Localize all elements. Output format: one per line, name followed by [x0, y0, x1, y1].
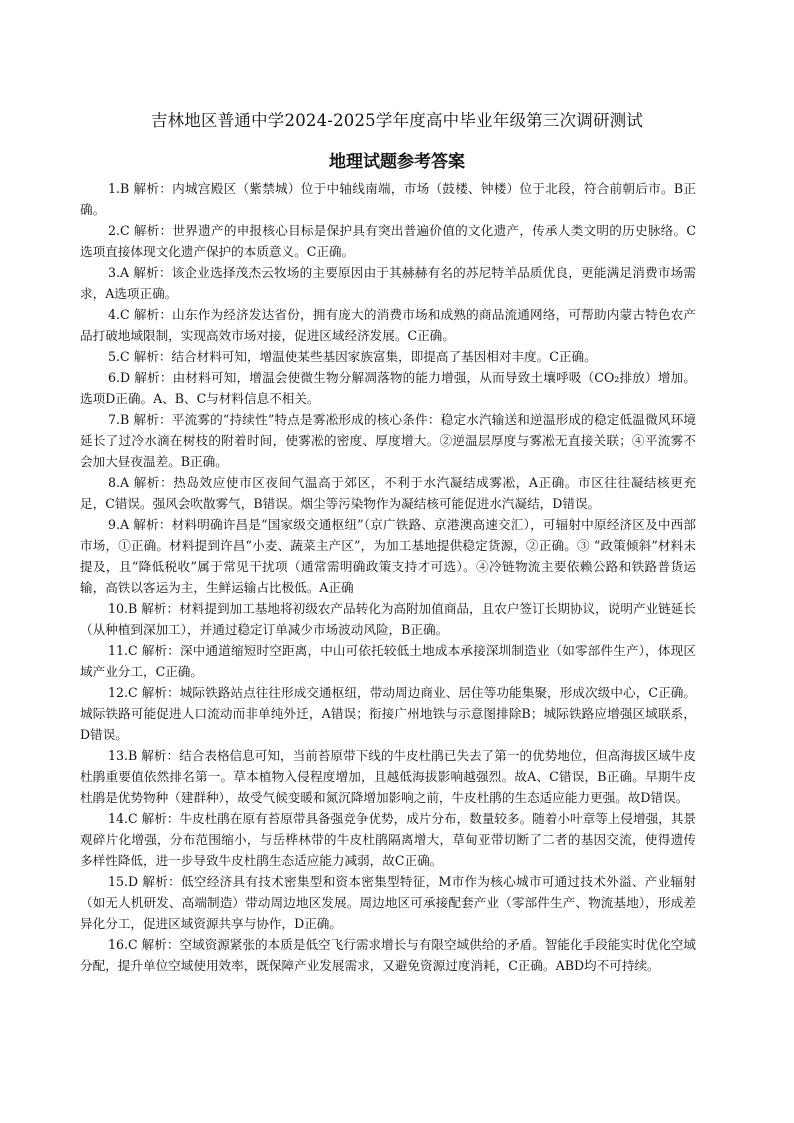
answer-list: [80, 178, 696, 976]
answer-13: 13.B 解析：结合表格信息可知，当前苔原带下线的牛皮杜鹃已失去了第一的优势地位，但高海拔区域牛皮杜鹃重要值依然排名第一。草本植物入侵程度增加，且越低海拔影响越强烈。故A、C错误，B正确。早期牛皮杜鹃是优势物种（建群种），故受气候变暖和氮沉降增加影响之前，牛皮杜鹃的生态适应能力更强。故D错误。: [80, 748, 696, 805]
answer-3: 3.A 解析：该企业选择茂杰云牧场的主要原因由于其赫赫有名的苏尼特羊品质优良，更能满足消费市场需求，A选项正确。: [80, 265, 696, 301]
answer-1: 1.B 解析：内城宫殿区（紫禁城）位于中轴线南端，市场（鼓楼、钟楼）位于北段，符合前朝后市。B正确。: [80, 181, 696, 217]
answer-14: 14.C 解析：牛皮杜鹃在原有苔原带具备强竞争优势，成片分布，数量较多。随着小叶章等上侵增强，其景观碎片化增强，分布范围缩小，与岳桦林带的牛皮杜鹃隔离增大，草甸亚带切断了二者的基因交流，使得遗传多样性降低，进一步导致牛皮杜鹃生态适应能力减弱，故C正确。: [80, 811, 696, 868]
answer-4: 4.C 解析：山东作为经济发达省份，拥有庞大的消费市场和成熟的商品流通网络，可帮助内蒙古特色农产品打破地域限制，实现高效市场对接，促进区域经济发展。C正确。: [80, 307, 696, 343]
answer-5: 5.C 解析：结合材料可知，增温使某些基因家族富集，即提高了基因相对丰度。C正确。: [108, 349, 597, 364]
answer-9: 9.A 解析：材料明确许昌是“国家级交通枢纽”（京广铁路、京港澳高速交汇），可辐射中原经济区及中西部市场，①正确。材料提到许昌“小麦、蔬菜主产区”，为加工基地提供稳定货源，②正确。③ “政策倾斜”材料未提及，且“降低税收”属于常见干扰项（通常需明确政策支持才可选）。④冷链物流主要依赖公路和铁路普货运输，高铁以客运为主，生鲜运输占比极低。A正确: [80, 517, 696, 595]
answer-6: 6.D 解析：由材料可知，增温会使微生物分解凋落物的能力增强，从而导致土壤呼吸（CO₂排放）增加。选项D正确。A、B、C与材料信息不相关。: [80, 370, 696, 406]
document-title: 吉林地区普通中学2024-2025学年度高中毕业年级第三次调研测试: [150, 111, 644, 130]
answer-8: 8.A 解析：热岛效应使市区夜间气温高于郊区，不利于水汽凝结成雾凇，A正确。市区往往凝结核更充足，C错误。强风会吹散雾气，B错误。烟尘等污染物作为凝结核可能促进水汽凝结，D错误。: [80, 475, 696, 511]
answer-2: 2.C 解析：世界遗产的申报核心目标是保护具有突出普遍价值的文化遗产，传承人类文明的历史脉络。C选项直接体现文化遗产保护的本质意义。C正确。: [80, 223, 696, 259]
document-subtitle: 地理试题参考答案: [329, 152, 465, 172]
answer-10: 10.B 解析：材料提到加工基地将初级农产品转化为高附加值商品，且农户签订长期协议，说明产业链延长（从种植到深加工），并通过稳定订单减少市场波动风险，B正确。: [80, 601, 696, 637]
answer-12: 12.C 解析：城际铁路站点往往形成交通枢纽，带动周边商业、居住等功能集聚，形成次级中心，C正确。城际铁路可能促进人口流动而非单纯外迁，A错误；衔接广州地铁与示意图排除B；城际铁路应增强区域联系，D错误。: [80, 685, 696, 742]
answer-16: 16.C 解析：空域资源紧张的本质是低空飞行需求增长与有限空域供给的矛盾。智能化手段能实时优化空域分配，提升单位空域使用效率，既保障产业发展需求，又避免资源过度消耗，C正确。ABD均不可持续。: [80, 937, 696, 973]
answer-11: 11.C 解析：深中通道缩短时空距离，中山可依托较低土地成本承接深圳制造业（如零部件生产），体现区域产业分工，C正确。: [80, 643, 696, 679]
answer-7: 7.B 解析：平流雾的“持续性”特点是雾凇形成的核心条件：稳定水汽输送和逆温形成的稳定低温微风环境延长了过冷水滴在树枝的附着时间，使雾凇的密度、厚度增大。②逆温层厚度与雾凇无直接关联；④平流雾不会加大昼夜温差。B正确。: [80, 412, 696, 469]
answer-15: 15.D 解析：低空经济具有技术密集型和资本密集型特征，M市作为核心城市可通过技术外溢、产业辐射（如无人机研发、高端制造）带动周边地区发展。周边地区可承接配套产业（零部件生产、物流基地），形成差异化分工，促进区域资源共享与协作，D正确。: [80, 874, 696, 931]
